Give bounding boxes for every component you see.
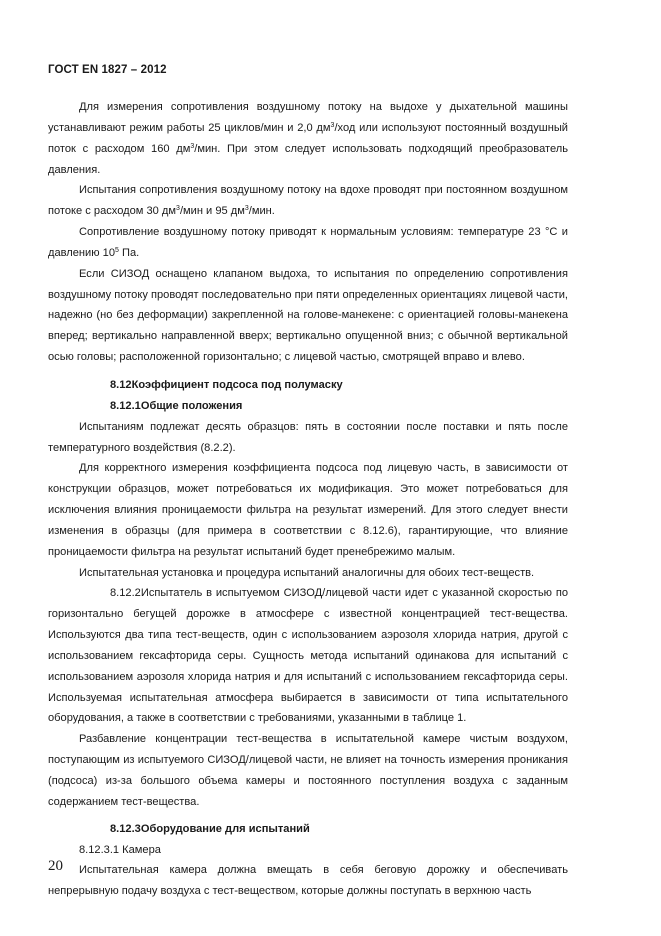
paragraph-8-12-2: 8.12.2Испытатель в испытуемом СИЗОД/лицевой части идет с указанной скоростью по горизонтально бегущей дорожке в атмосфере с известной концентрацией тест-вещества. Используются два типа тест-веществ, один с использованием аэрозоля хлорида натрия, другой с использованием гексафторида серы. Сущность метода испытаний одинакова для испытаний с использованием аэрозоля хлорида натрия и для испытаний с использованием гексафторида серы. Используемая испытательная атмосфера выбирается в зависимости от типа испытательного оборудования, а также в соответствии с требованиями, указанными в таблице 1. — [48, 587, 568, 725]
paragraph-inhale-resistance: Испытания сопротивления воздушному потоку на вдохе проводят при постоянном воздушном потоке с расходом 30 $дм^3$/мин и 95 $дм^3$/мин. — [48, 184, 568, 218]
paragraph-exhalation-valve: Если СИЗОД оснащено клапаном выдоха, то испытания по определению сопротивления воздушному потоку проводят последовательно при пяти определенных ориентациях лицевой части, надежно (но без деформации) закрепленной на голове-манекене: с ориентацией головы-манекена вперед; вертикально направленной вверх; вертикально опущенной вниз; с обычной вертикальной осью головы; расположенной горизонтально; с лицевой частью, смотрящей вправо и влево. — [48, 267, 568, 364]
body-text — [48, 97, 568, 902]
paragraph-normal-conditions: Сопротивление воздушному потоку приводят к нормальным условиям: температуре 23 °C и давлению $10^5$ Па. — [48, 226, 568, 259]
paragraph-test-setup: Испытательная установка и процедура испытаний аналогичны для обоих тест-веществ. — [79, 566, 535, 579]
paragraph-modification: Для корректного измерения коэффициента подсоса под лицевую часть, в зависимости от конструкции образцов, может потребоваться их модификация. Это может потребоваться для исключения влияния проницаемости фильтра на результат измерений. Для этого следует внести изменения в образцы (для примера в соответствии с 8.12.6), гарантирующие, что влияние проницаемости фильтра на результат испытаний будет пренебрежимо малым. — [48, 462, 568, 558]
paragraph-test-chamber: Испытательная камера должна вмещать в себя беговую дорожку и обеспечивать непрерывную подачу воздуха с тест-веществом, которые должны поступать в верхнюю часть — [48, 864, 568, 898]
paragraph-samples: Испытаниям подлежат десять образцов: пять в состоянии после поставки и пять после температурного воздействия (8.2.2). — [48, 420, 568, 454]
standard-designation: ГОСТ EN 1827 – 2012 — [48, 64, 167, 76]
paragraph-dilution: Разбавление концентрации тест-вещества в испытательной камере чистым воздухом, поступающим из испытуемого СИЗОД/лицевой части, не влияет на точность измерения проникания (подсоса) из-за большого объема камеры и постоянного поступления воздуха с заданным содержанием тест-вещества. — [48, 733, 568, 808]
paragraph-exhale-resistance: Для измерения сопротивления воздушному потоку на выдохе у дыхательной машины устанавливают режим работы 25 циклов/мин и 2,0 $дм^3$/ход или используют постоянный воздушный поток с расходом 160 $дм^3$/мин. При этом следует использовать подходящий преобразователь давления. — [48, 101, 569, 176]
section-heading-8-12: 8.12Коэффициент подсоса под полумаску — [110, 378, 343, 391]
section-heading-8-12-3: 8.12.3Оборудование для испытаний — [110, 822, 310, 835]
section-heading-8-12-1: 8.12.1Общие положения — [110, 399, 243, 412]
section-heading-8-12-3-1: 8.12.3.1 Камера — [79, 843, 161, 856]
page-number: 20 — [48, 858, 63, 874]
